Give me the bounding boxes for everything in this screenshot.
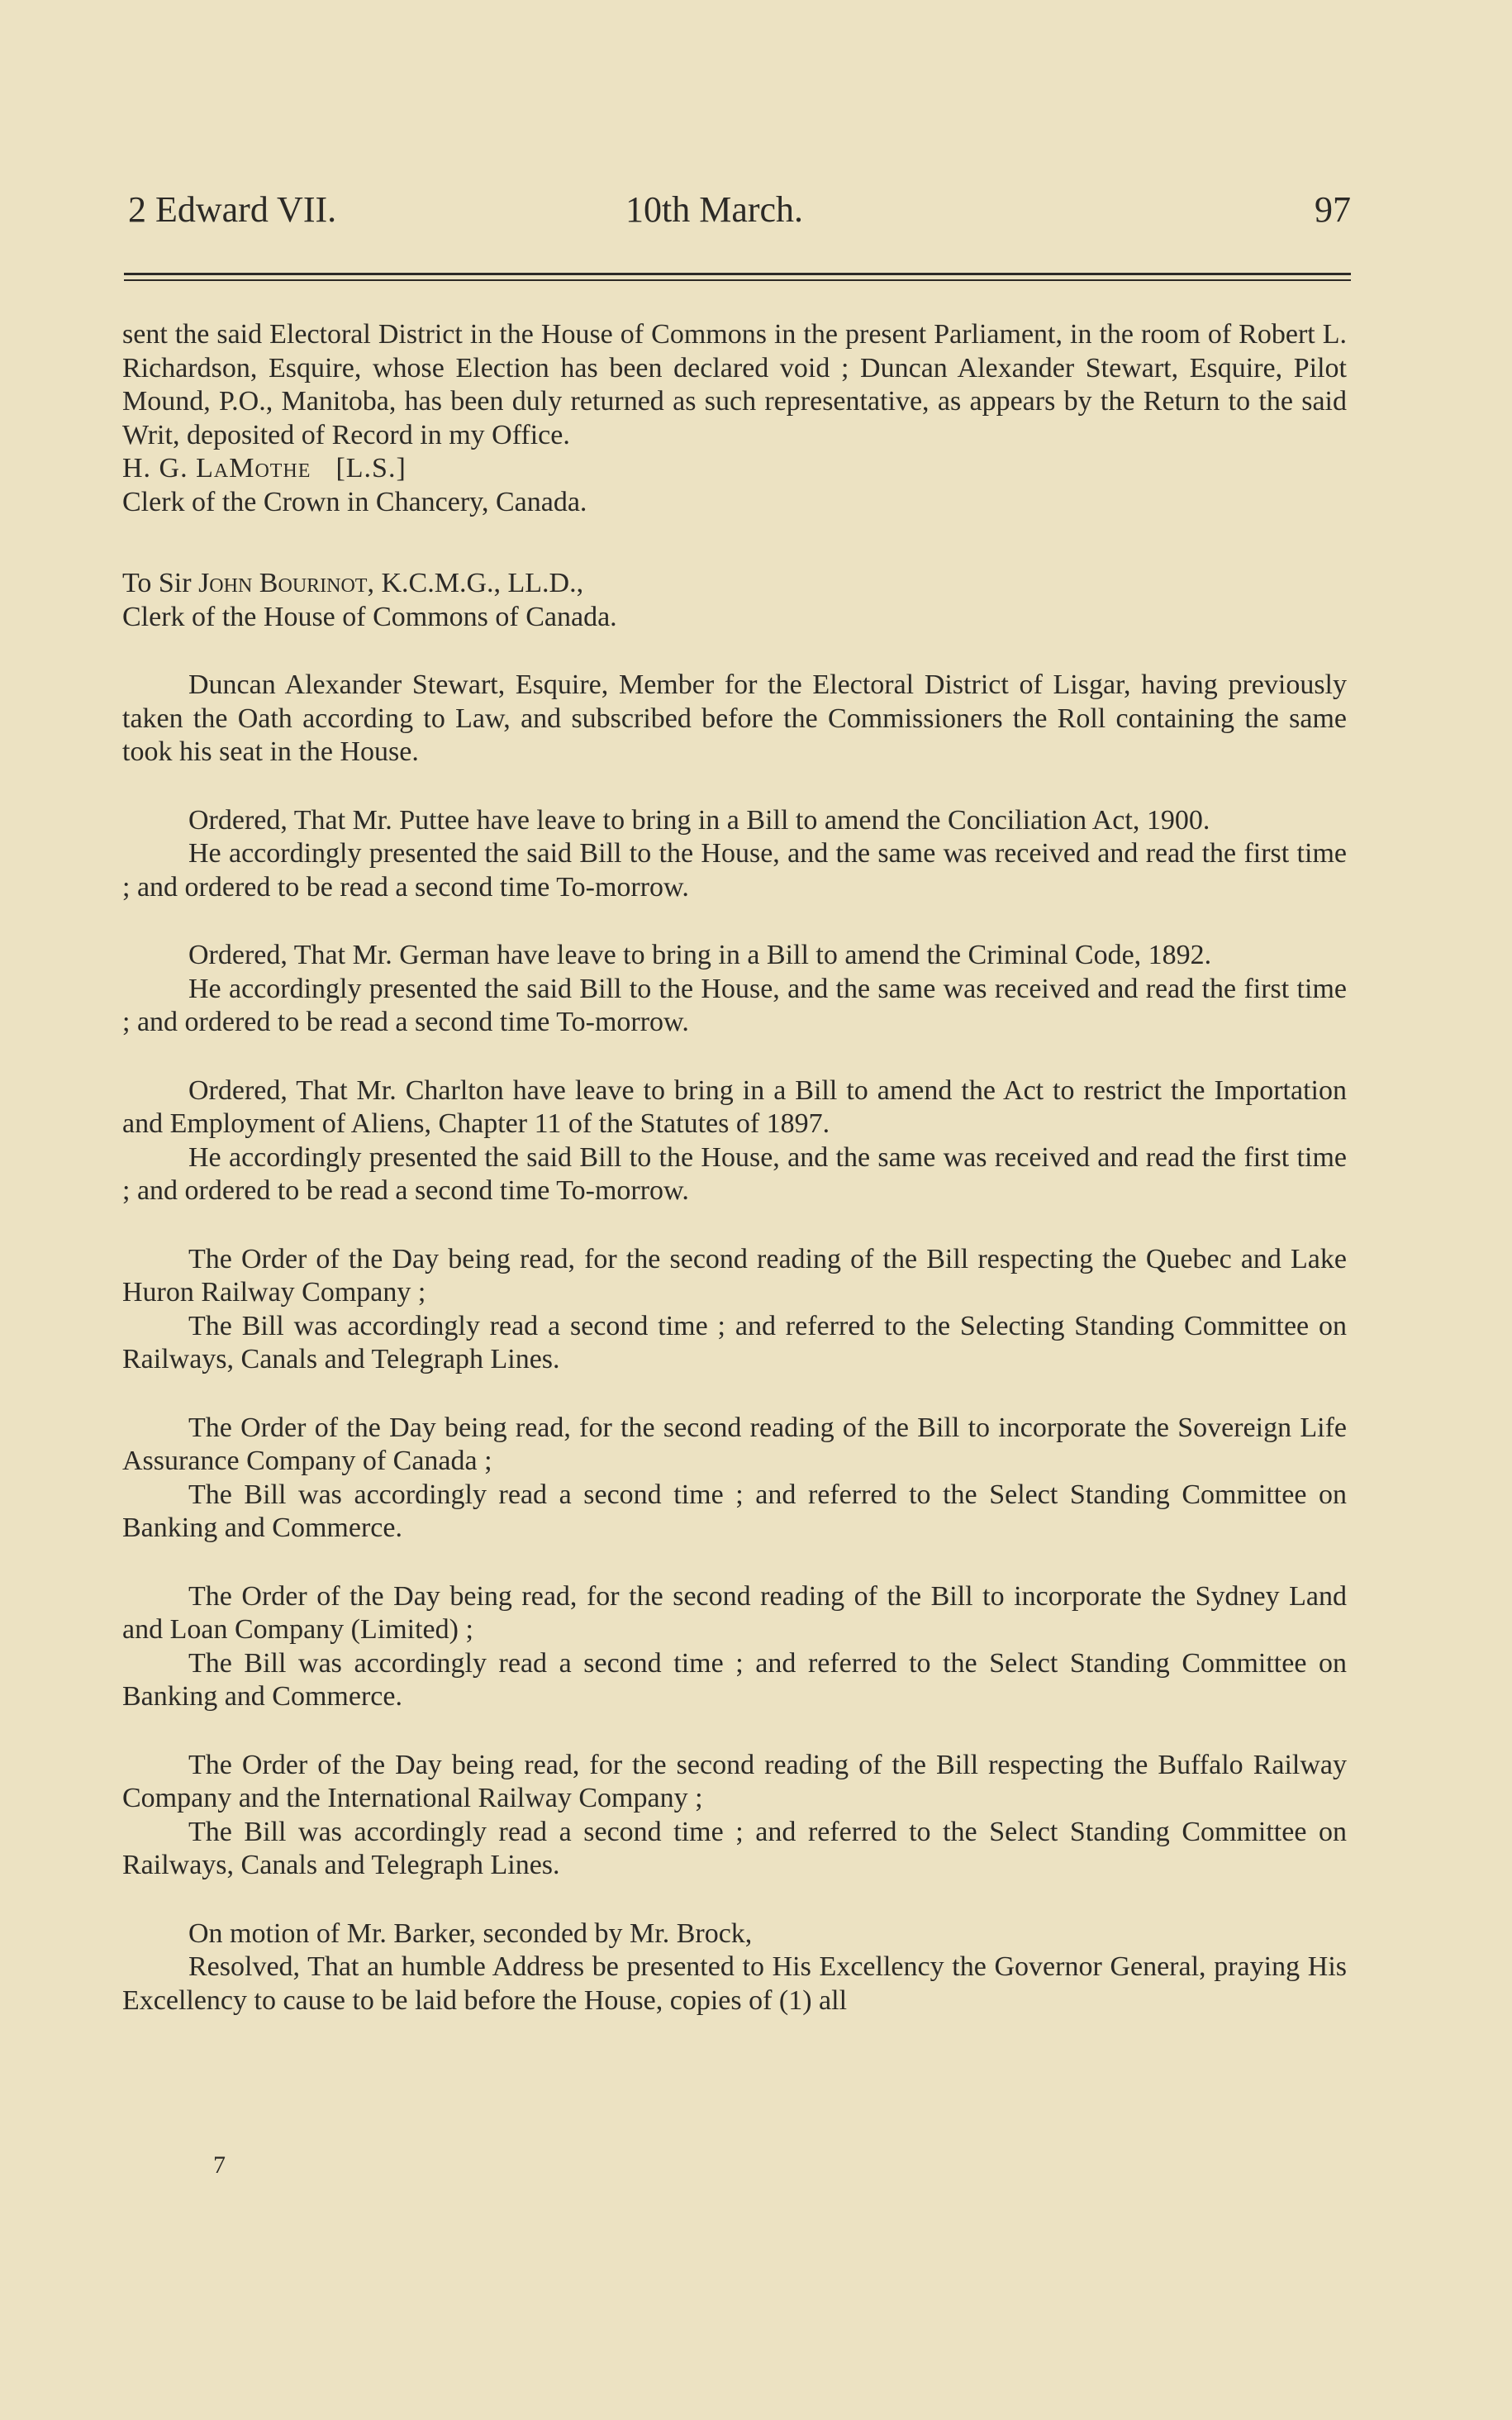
spacer [122, 634, 1347, 669]
paragraph-buffalo-referred: The Bill was accordingly read a second time ; and referred to the Select Standing Committee on Railways, Canals and Telegraph Lines. [122, 1816, 1347, 1880]
spacer [122, 1208, 1347, 1243]
paragraph-german-order: Ordered, That Mr. German have leave to bring in a Bill to amend the Criminal Code, 1892. [188, 940, 1212, 970]
addressee-title: Clerk of the House of Commons of Canada. [122, 601, 617, 632]
spacer [122, 1714, 1347, 1749]
spacer [122, 1040, 1347, 1074]
page-header [128, 188, 1351, 238]
paragraph-charlton-order: Ordered, That Mr. Charlton have leave to bring in a Bill to amend the Act to restrict the Importation and Employment of Aliens, Chapter 11 of the Statutes of 1897. [122, 1074, 1347, 1139]
paragraph-barker-resolved: Resolved, That an humble Address be presented to His Excellency the Governor General, praying His Excellency to cause to be laid before the House, copies of (1) all [122, 1951, 1347, 2016]
paragraph-buffalo-order: The Order of the Day being read, for the second reading of the Bill respecting the Buffalo Railway Company and the International Railway Company ; [122, 1749, 1347, 1813]
paragraph-puttee-order: Ordered, That Mr. Puttee have leave to bring in a Bill to amend the Conciliation Act, 1900. [188, 804, 1210, 836]
addressee-to: To Sir [122, 568, 192, 598]
seal-tag: [L.S.] [335, 453, 407, 484]
header-rule-top [124, 273, 1351, 275]
paragraph-return-writ: sent the said Electoral District in the House of Commons in the present Parliament, in the room of Robert L. Richardson, Esquire, whose Election has been declared void ; Duncan Alexander Stewart, Esquire, Pilot Mound, P.O., Manitoba, has been duly returned as such representative, as appears by the Return to the said Writ, deposited of Record in my Office. [122, 319, 1347, 450]
paragraph-barker-motion: On motion of Mr. Barker, seconded by Mr. Brock, [188, 1917, 753, 1949]
signature-name: H. G. LaMothe [122, 453, 311, 484]
page-number: 97 [1315, 189, 1351, 230]
spacer [122, 904, 1347, 939]
paragraph-sovereign-referred: The Bill was accordingly read a second time ; and referred to the Select Standing Committee on Banking and Commerce. [122, 1479, 1347, 1543]
addressee-line [122, 567, 1347, 601]
paragraph-german-presented: He accordingly presented the said Bill to the House, and the same was received and read the first time ; and ordered to be read a second time To-morrow. [122, 973, 1347, 1037]
paragraph-charlton-presented: He accordingly presented the said Bill to the House, and the same was received and read the first time ; and ordered to be read a second time To-morrow. [122, 1141, 1347, 1206]
paragraph-quebec-referred: The Bill was accordingly read a second time ; and referred to the Selecting Standing Committee on Railways, Canals and Telegraph Lines. [122, 1310, 1347, 1374]
spacer [122, 519, 1347, 567]
paragraph-puttee-presented: He accordingly presented the said Bill to the House, and the same was received and read the first time ; and ordered to be read a second time To-morrow. [122, 838, 1347, 903]
journal-body [122, 318, 1347, 2017]
signature-title: Clerk of the Crown in Chancery, Canada. [122, 486, 587, 517]
paragraph-oath: Duncan Alexander Stewart, Esquire, Member for the Electoral District of Lisgar, having previously taken the Oath according to Law, and subscribed before the Commissioners the Roll containing the same took his seat in the House. [122, 669, 1347, 767]
paragraph-sydney-referred: The Bill was accordingly read a second time ; and referred to the Select Standing Committee on Banking and Commerce. [122, 1647, 1347, 1712]
signature-line [122, 452, 1347, 486]
spacer [122, 1883, 1347, 1917]
spacer [122, 769, 1347, 804]
spacer [122, 1377, 1347, 1412]
spacer [122, 1546, 1347, 1580]
header-date: 10th March. [625, 189, 804, 230]
addressee-honours: , K.C.M.G., LL.D., [367, 568, 584, 598]
header-regnal-year: 2 Edward VII. [128, 189, 337, 230]
paragraph-sydney-order: The Order of the Day being read, for the second reading of the Bill to incorporate the Sydney Land and Loan Company (Limited) ; [122, 1580, 1347, 1645]
paragraph-quebec-order: The Order of the Day being read, for the second reading of the Bill respecting the Quebec and Lake Huron Railway Company ; [122, 1243, 1347, 1308]
paragraph-sovereign-order: The Order of the Day being read, for the second reading of the Bill to incorporate the Sovereign Life Assurance Company of Canada ; [122, 1412, 1347, 1476]
addressee-name: John Bourinot [198, 568, 368, 598]
header-rule-bottom [124, 279, 1351, 281]
signature-mark: 7 [213, 2151, 226, 2179]
